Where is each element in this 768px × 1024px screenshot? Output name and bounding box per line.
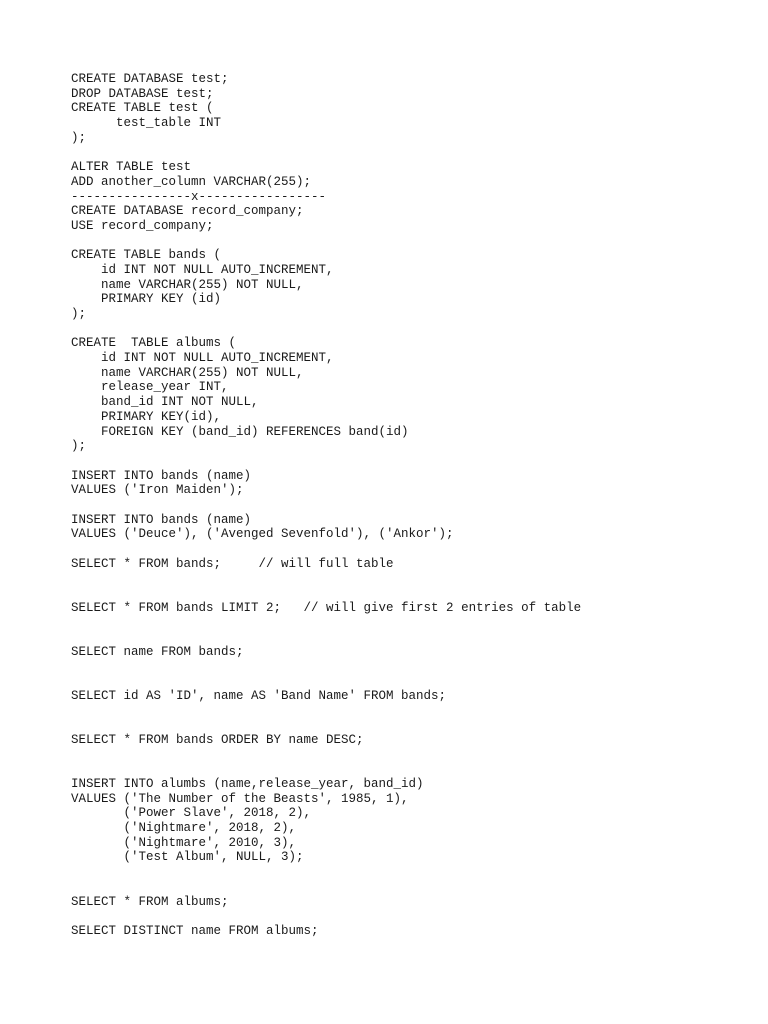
code-line	[71, 704, 751, 719]
code-line: PRIMARY KEY(id),	[71, 409, 222, 424]
code-line: ('Power Slave', 2018, 2),	[71, 806, 312, 821]
code-line	[71, 542, 751, 557]
code-line: SELECT * FROM albums;	[71, 894, 229, 909]
code-line: );	[71, 130, 87, 145]
code-line	[71, 145, 751, 160]
code-line: INSERT INTO bands (name)	[71, 512, 252, 527]
code-line	[71, 762, 751, 777]
code-line: VALUES ('The Number of the Beasts', 1985, 1),	[71, 791, 409, 806]
code-line: CREATE DATABASE test;	[71, 72, 229, 86]
code-line: VALUES ('Deuce'), ('Avenged Sevenfold'), ('Ankor');	[71, 527, 454, 542]
code-line: SELECT name FROM bands;	[71, 644, 244, 659]
code-line	[71, 880, 751, 895]
code-line	[71, 865, 751, 880]
code-line	[71, 322, 751, 337]
code-line: SELECT DISTINCT name FROM albums;	[71, 923, 319, 938]
code-line: test_table INT	[71, 116, 222, 131]
code-line: id INT NOT NULL AUTO_INCREMENT,	[71, 351, 334, 366]
code-line: ('Nightmare', 2010, 3),	[71, 835, 297, 850]
code-line: DROP DATABASE test;	[71, 86, 214, 101]
code-line	[71, 660, 751, 675]
code-line	[71, 454, 751, 469]
code-line	[71, 586, 751, 601]
code-line	[71, 571, 751, 586]
code-line	[71, 615, 751, 630]
code-line: release_year INT,	[71, 380, 229, 395]
code-line	[71, 718, 751, 733]
code-line: SELECT * FROM bands; // will full table	[71, 556, 394, 571]
code-line	[71, 234, 751, 249]
code-line: CREATE TABLE albums (	[71, 336, 237, 351]
code-line: INSERT INTO alumbs (name,release_year, band_id)	[71, 777, 424, 791]
code-line: CREATE TABLE test (	[71, 101, 214, 116]
code-line: ALTER TABLE test	[71, 160, 192, 175]
code-line: ADD another_column VARCHAR(255);	[71, 174, 312, 189]
code-line: );	[71, 439, 87, 454]
code-line: SELECT * FROM bands ORDER BY name DESC;	[71, 732, 364, 747]
code-line: FOREIGN KEY (band_id) REFERENCES band(id)	[71, 424, 409, 439]
code-line: VALUES ('Iron Maiden');	[71, 483, 244, 498]
code-line	[71, 674, 751, 689]
code-line	[71, 630, 751, 645]
code-line	[71, 498, 751, 513]
code-line	[71, 748, 751, 763]
code-line: PRIMARY KEY (id)	[71, 292, 222, 307]
code-line: INSERT INTO bands (name)	[71, 468, 252, 483]
code-document	[71, 72, 751, 939]
code-line: SELECT * FROM bands LIMIT 2; // will give first 2 entries of table	[71, 600, 582, 615]
code-line: ('Nightmare', 2018, 2),	[71, 821, 297, 836]
code-line: ----------------x-----------------	[71, 189, 327, 204]
code-line	[71, 909, 751, 924]
code-line: CREATE DATABASE record_company;	[71, 204, 304, 219]
code-line: CREATE TABLE bands (	[71, 248, 222, 263]
code-line: SELECT id AS 'ID', name AS 'Band Name' FROM bands;	[71, 688, 447, 703]
code-line: name VARCHAR(255) NOT NULL,	[71, 365, 304, 380]
code-line: ('Test Album', NULL, 3);	[71, 850, 304, 865]
code-line: band_id INT NOT NULL,	[71, 395, 259, 410]
code-line: USE record_company;	[71, 218, 214, 233]
code-line: );	[71, 307, 87, 321]
code-line: name VARCHAR(255) NOT NULL,	[71, 277, 304, 292]
code-line: id INT NOT NULL AUTO_INCREMENT,	[71, 262, 334, 277]
